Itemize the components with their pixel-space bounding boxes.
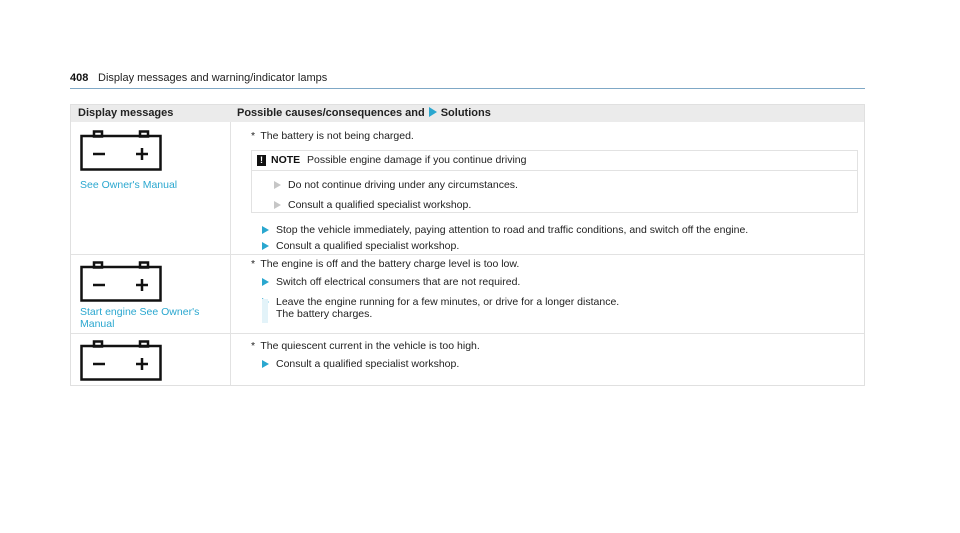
note-step: Consult a qualified specialist workshop. (288, 199, 472, 211)
note-divider (252, 170, 857, 171)
battery-icon (80, 340, 162, 381)
bullet-arrow-icon (274, 181, 281, 189)
page-header (70, 72, 865, 89)
solution-step: Consult a qualified specialist workshop. (276, 358, 460, 370)
column-header-causes-prefix: Possible causes/consequences and (237, 107, 425, 119)
solution-step: Switch off electrical consumers that are not required. (276, 276, 521, 288)
row-divider (71, 333, 864, 334)
cause-text: * The quiescent current in the vehicle is too high. (251, 340, 480, 352)
message-line: Manual (80, 318, 115, 330)
battery-icon (80, 261, 162, 302)
message-start-engine (80, 306, 220, 330)
note-label: NOTE (271, 154, 301, 166)
note-step: Do not continue driving under any circumstances. (288, 179, 518, 191)
note-box (251, 150, 858, 213)
page-number: 408 (70, 72, 89, 84)
result-text: The battery charges. (276, 308, 373, 320)
column-header-messages: Display messages (78, 107, 174, 119)
cause-text: * The engine is off and the battery charge level is too low. (251, 258, 520, 270)
note-text: Possible engine damage if you continue driving (307, 154, 527, 166)
column-divider (230, 105, 231, 385)
solution-step: Consult a qualified specialist workshop. (276, 240, 460, 252)
result-indicator (262, 299, 268, 323)
solution-arrow-icon (429, 107, 437, 117)
solution-step: Stop the vehicle immediately, paying attention to road and traffic conditions, and switch off the engine. (276, 224, 749, 236)
bullet-arrow-icon (262, 360, 269, 368)
bullet-arrow-icon (262, 226, 269, 234)
bullet-arrow-icon (274, 201, 281, 209)
column-header-causes (237, 107, 491, 119)
page-title: Display messages and warning/indicator lamps (98, 72, 328, 84)
bullet-arrow-icon (262, 242, 269, 250)
cause-text: * The battery is not being charged. (251, 130, 414, 142)
table-header (71, 105, 864, 122)
row-divider (71, 254, 864, 255)
battery-icon (80, 130, 162, 171)
message-line: Start engine See Owner's (80, 306, 200, 318)
warning-icon: ! (257, 155, 266, 166)
display-messages-table (70, 104, 865, 386)
column-header-causes-suffix: Solutions (440, 107, 491, 119)
message-see-owners-manual: See Owner's Manual (80, 179, 178, 191)
solution-step: Leave the engine running for a few minutes, or drive for a longer distance. (276, 296, 620, 308)
bullet-arrow-icon (262, 278, 269, 286)
